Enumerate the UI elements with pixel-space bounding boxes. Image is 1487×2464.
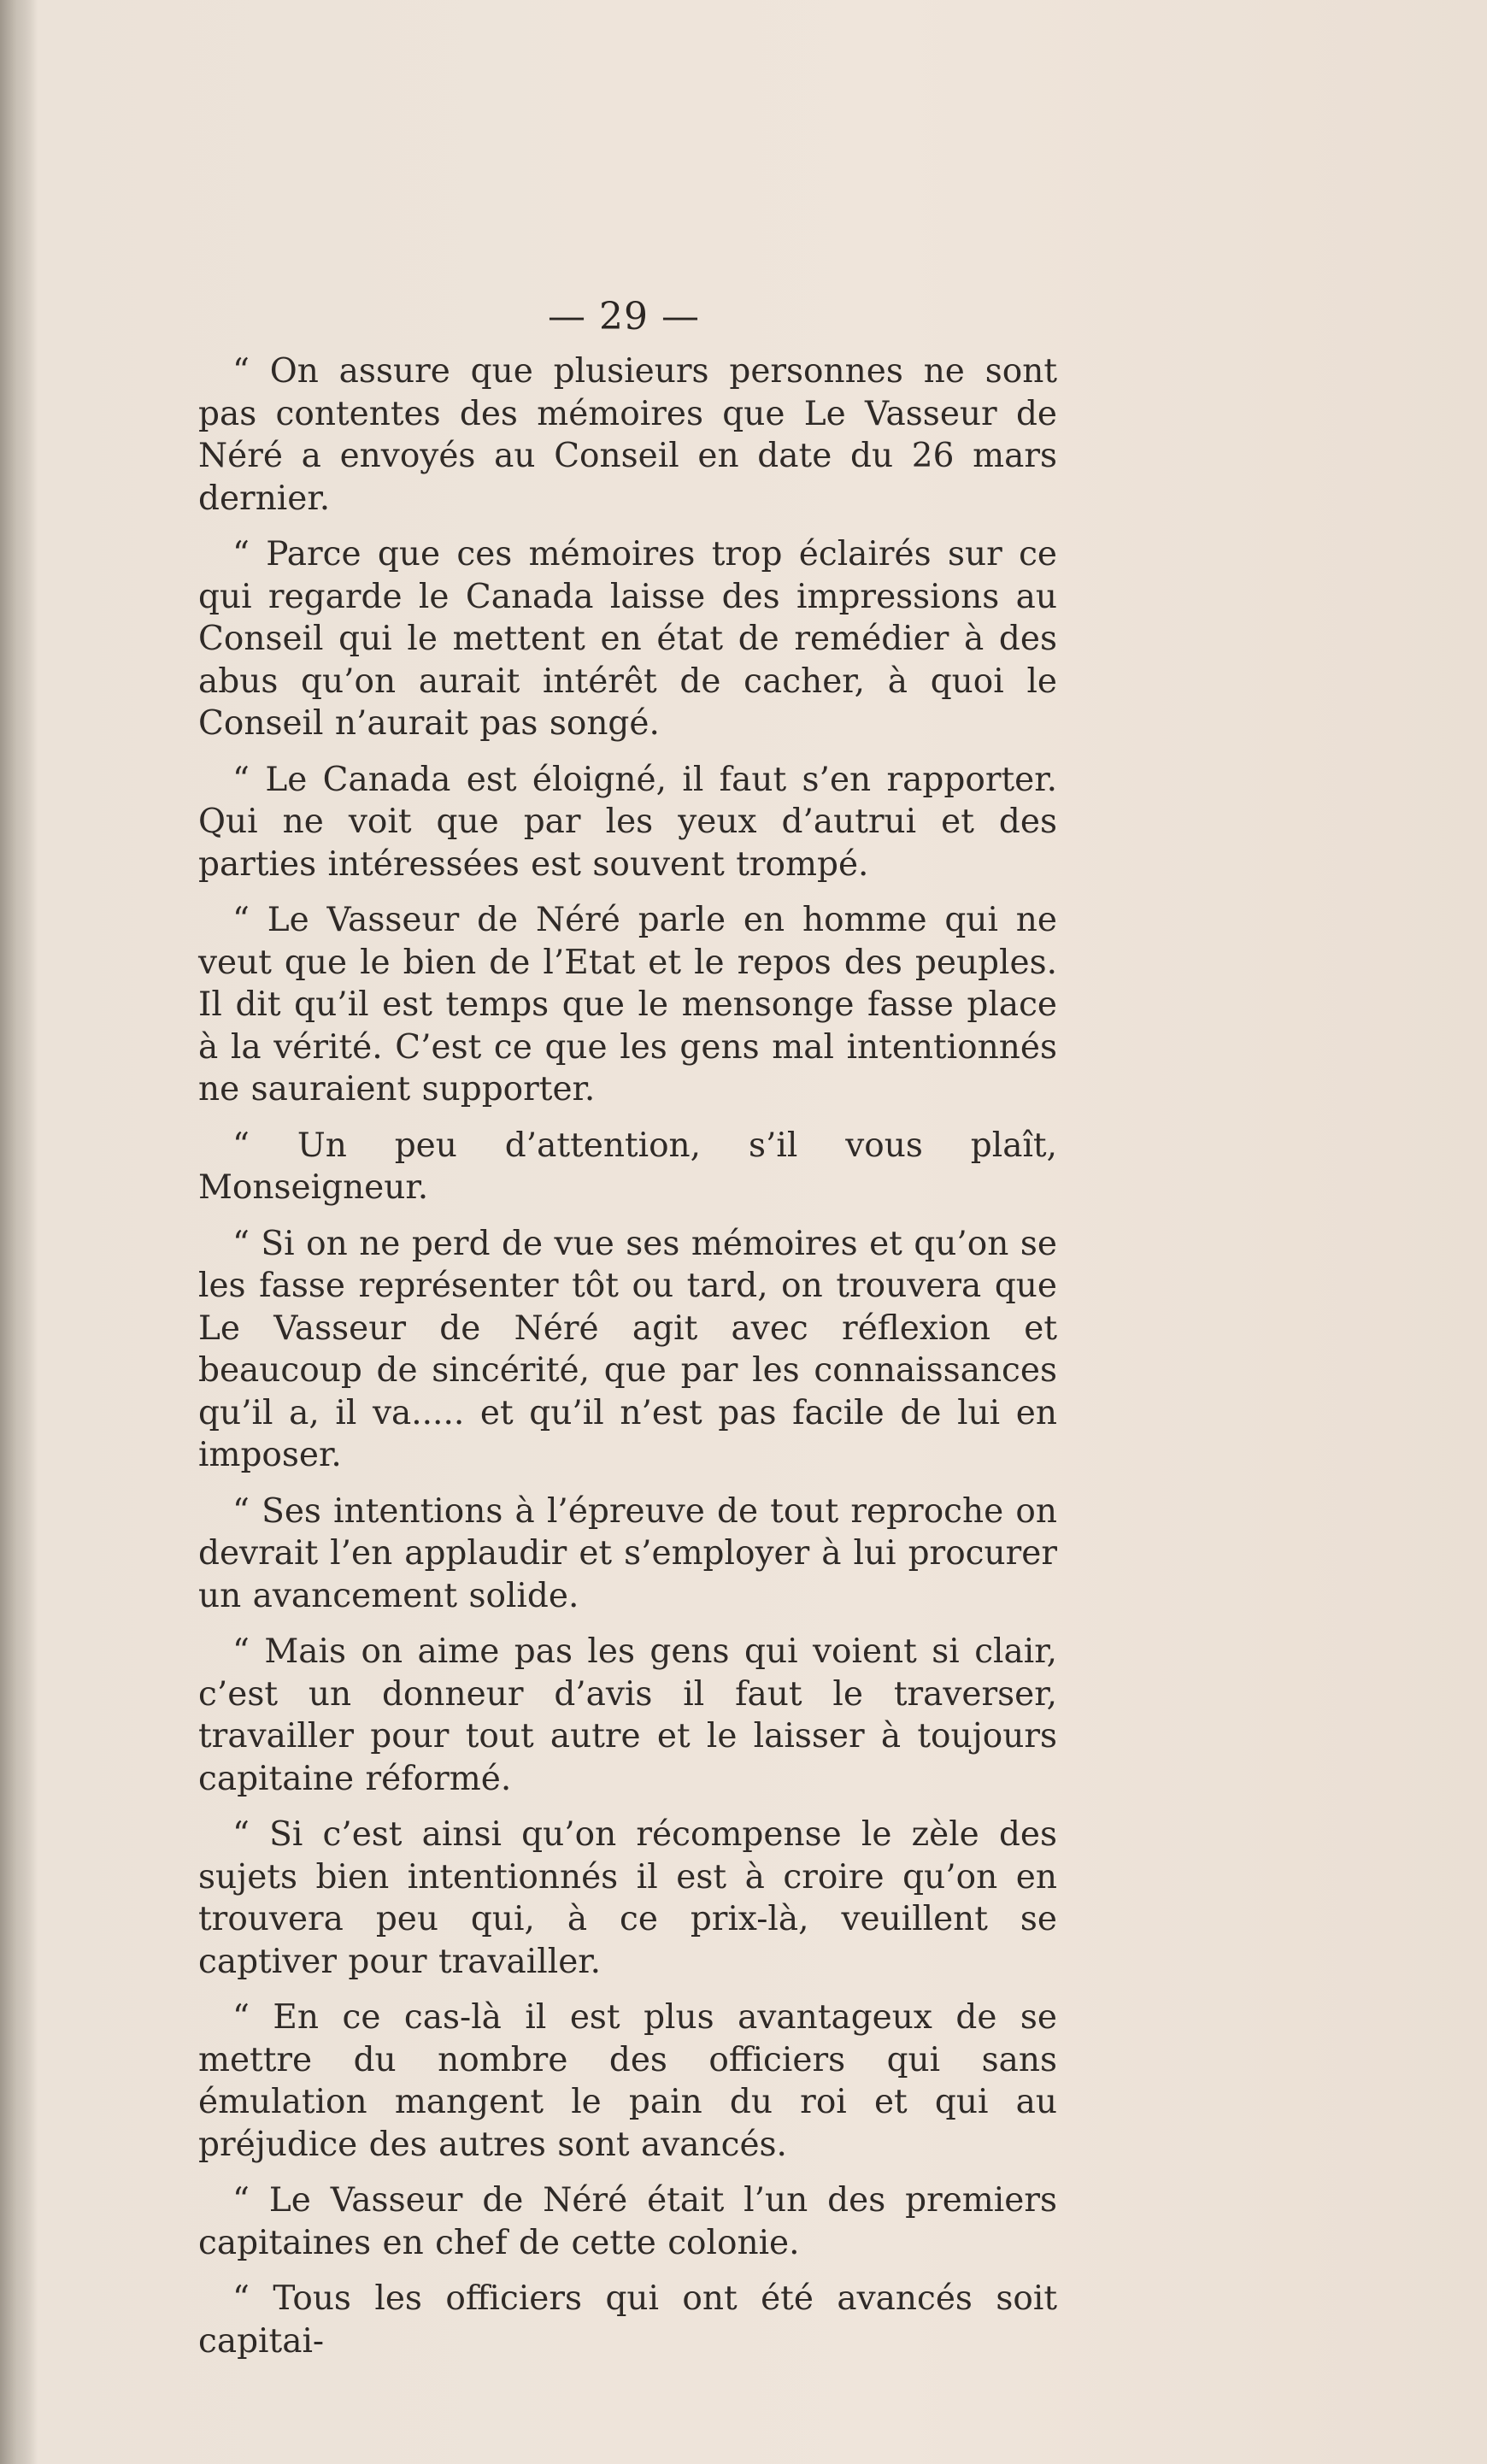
paragraph: “ Ses intentions à l’épreuve de tout reproche on devrait l’en applaudir et s’employer à lui procurer un avancement solide. (198, 1491, 1057, 1615)
paragraph: “ Le Vasseur de Néré était l’un des premiers capitaines en chef de cette colonie. (198, 2181, 1057, 2262)
paragraph: “ Mais on aime pas les gens qui voient si clair, c’est un donneur d’avis il faut le traverser, travailler pour tout autre et le laisser à toujours capitaine réformé. (198, 1632, 1057, 1798)
page-number: — 29 — (548, 295, 700, 338)
paragraph: “ Si c’est ainsi qu’on récompense le zèle des sujets bien intentionnés il est à croire qu’on en trouvera peu qui, à ce prix-là, veuillent se captiver pour travailler. (198, 1815, 1057, 1981)
paragraph: “ Tous les officiers qui ont été avancés soit capitai- (198, 2279, 1057, 2361)
paragraph: “ Parce que ces mémoires trop éclairés sur ce qui regarde le Canada laisse des impressions au Conseil qui le mettent en état de remédier à des abus qu’on aurait intérêt de cacher, à quoi le Conseil n’aurait pas songé. (198, 535, 1057, 743)
body-text (198, 350, 1057, 2362)
paragraph: “ Le Vasseur de Néré parle en homme qui ne veut que le bien de l’Etat et le repos des peuples. Il dit qu’il est temps que le mensonge fasse place à la vérité. C’est ce que les gens mal intentionnés ne sauraient supporter. (198, 901, 1057, 1109)
paragraph: “ Un peu d’attention, s’il vous plaît, Monseigneur. (198, 1126, 1057, 1207)
paragraph: “ On assure que plusieurs personnes ne sont pas contentes des mémoires que Le Vasseur de Néré a envoyés au Conseil en date du 26 mars dernier. (198, 352, 1057, 518)
paragraph: “ Le Canada est éloigné, il faut s’en rapporter. Qui ne voit que par les yeux d’autrui et des parties intéressées est souvent trompé. (198, 760, 1057, 884)
paragraph: “ En ce cas-là il est plus avantageux de se mettre du nombre des officiers qui sans émulation mangent le pain du roi et qui au préjudice des autres sont avancés. (198, 1998, 1057, 2164)
paragraph: “ Si on ne perd de vue ses mémoires et qu’on se les fasse représenter tôt ou tard, on trouvera que Le Vasseur de Néré agit avec réflexion et beaucoup de sincérité, que par les connaissances qu’il a, il va..... et qu’il n’est pas facile de lui en imposer. (198, 1224, 1057, 1474)
binding-gutter (0, 0, 38, 2464)
